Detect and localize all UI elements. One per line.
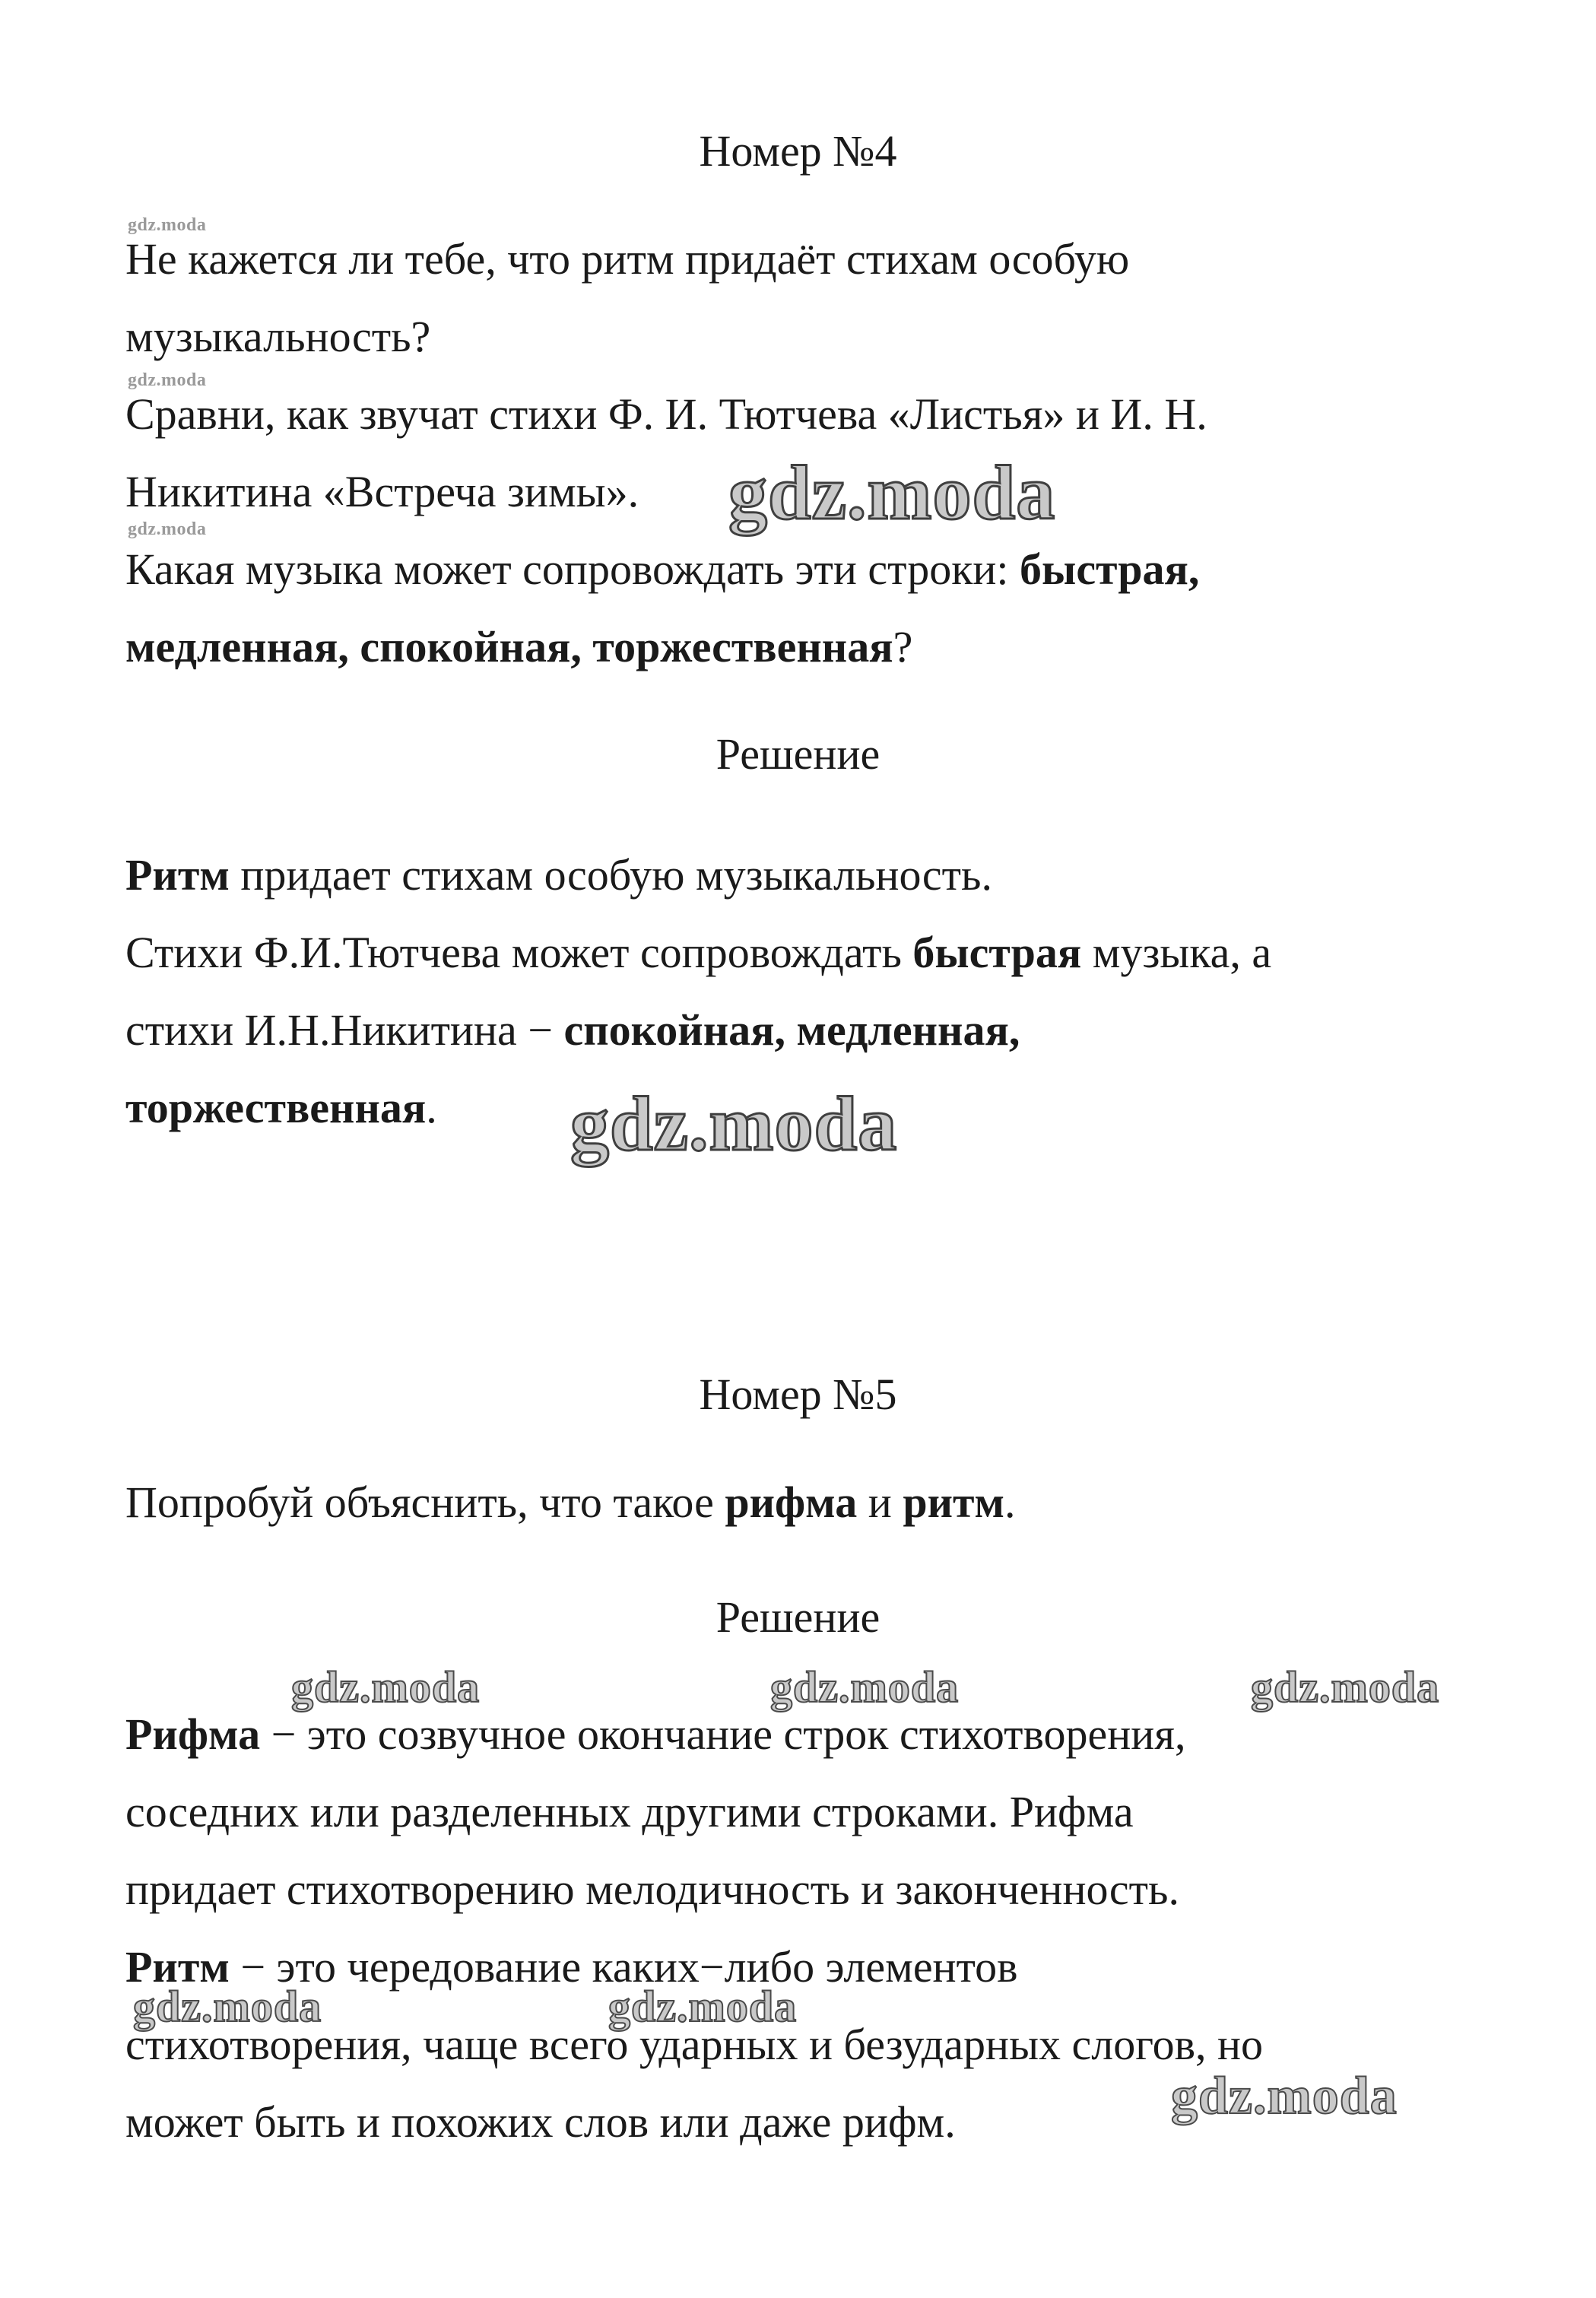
q-line-5-text: Какая музыка может сопровождать эти строки: — [125, 544, 1020, 594]
watermark-medium: gdz.moda — [133, 1982, 322, 2031]
watermark-large: gdz.moda — [728, 450, 1056, 536]
q5-bold-rhyme: рифма — [725, 1478, 858, 1527]
a5-line-1-bold: Рифма — [125, 1709, 261, 1759]
watermark-medium: gdz.moda — [1171, 2067, 1398, 2125]
watermark-medium: gdz.moda — [608, 1982, 798, 2031]
watermark-large: gdz.moda — [570, 1081, 898, 1167]
a-line-2-bold: быстрая — [912, 928, 1082, 977]
q-line-2: музыкальность? — [125, 312, 431, 361]
watermark-small: gdz.moda — [128, 519, 207, 539]
watermark-medium: gdz.moda — [1251, 1662, 1440, 1712]
q-line-5-bold: быстрая, — [1020, 544, 1200, 594]
watermark-small: gdz.moda — [128, 215, 207, 235]
a-line-2-text-end: музыка, а — [1081, 928, 1272, 977]
a-line-4-bold: торжественная — [125, 1083, 427, 1132]
watermark-small: gdz.moda — [128, 370, 207, 390]
a-line-3-bold: спокойная, медленная, — [563, 1005, 1020, 1055]
a-line-2-text: Стихи Ф.И.Тютчева может сопровождать — [125, 928, 913, 977]
q5-bold-rhythm: ритм — [903, 1478, 1004, 1527]
task-4-solution-title: Решение — [716, 729, 880, 779]
a5-line-4-text: − это чередование каких−либо элементов — [229, 1942, 1018, 1992]
q-line-3: Сравни, как звучат стихи Ф. И. Тютчева «Листья» и И. Н. — [125, 389, 1207, 439]
q5-text-3: . — [1004, 1478, 1016, 1527]
q5-text-2: и — [857, 1478, 903, 1527]
a5-line-4-bold: Ритм — [125, 1942, 230, 1992]
a5-line-1-text: − это созвучное окончание строк стихотворения, — [260, 1709, 1186, 1759]
q-line-1: Не кажется ли тебе, что ритм придаёт стихам особую — [125, 234, 1130, 284]
a-line-4-text: . — [426, 1083, 437, 1132]
q-line-4: Никитина «Встреча зимы». — [125, 467, 639, 516]
q5-text-1: Попробуй объяснить, что такое — [125, 1478, 725, 1527]
a5-line-5: стихотворения, чаще всего ударных и безударных слогов, но — [125, 2020, 1263, 2069]
task-5-question — [125, 1464, 1509, 1541]
task-4-title: Номер №4 — [699, 126, 897, 176]
a5-line-3: придает стихотворению мелодичность и законченность. — [125, 1865, 1179, 1914]
watermark-medium: gdz.moda — [291, 1662, 481, 1712]
watermark-medium: gdz.moda — [770, 1662, 960, 1712]
a5-line-2: соседних или разделенных другими строками. Рифма — [125, 1787, 1134, 1836]
q-line-6-text: ? — [893, 622, 913, 671]
a-line-1-bold: Ритм — [125, 850, 230, 900]
task-5-solution-title: Решение — [716, 1592, 880, 1642]
a5-line-6: может быть и похожих слов или даже рифм. — [125, 2097, 956, 2147]
a-line-3-text: стихи И.Н.Никитина − — [125, 1005, 564, 1055]
task-5-title: Номер №5 — [699, 1370, 897, 1419]
a-line-1-text: придает стихам особую музыкальность. — [229, 850, 992, 900]
q-line-6-bold: медленная, спокойная, торжественная — [125, 622, 893, 671]
